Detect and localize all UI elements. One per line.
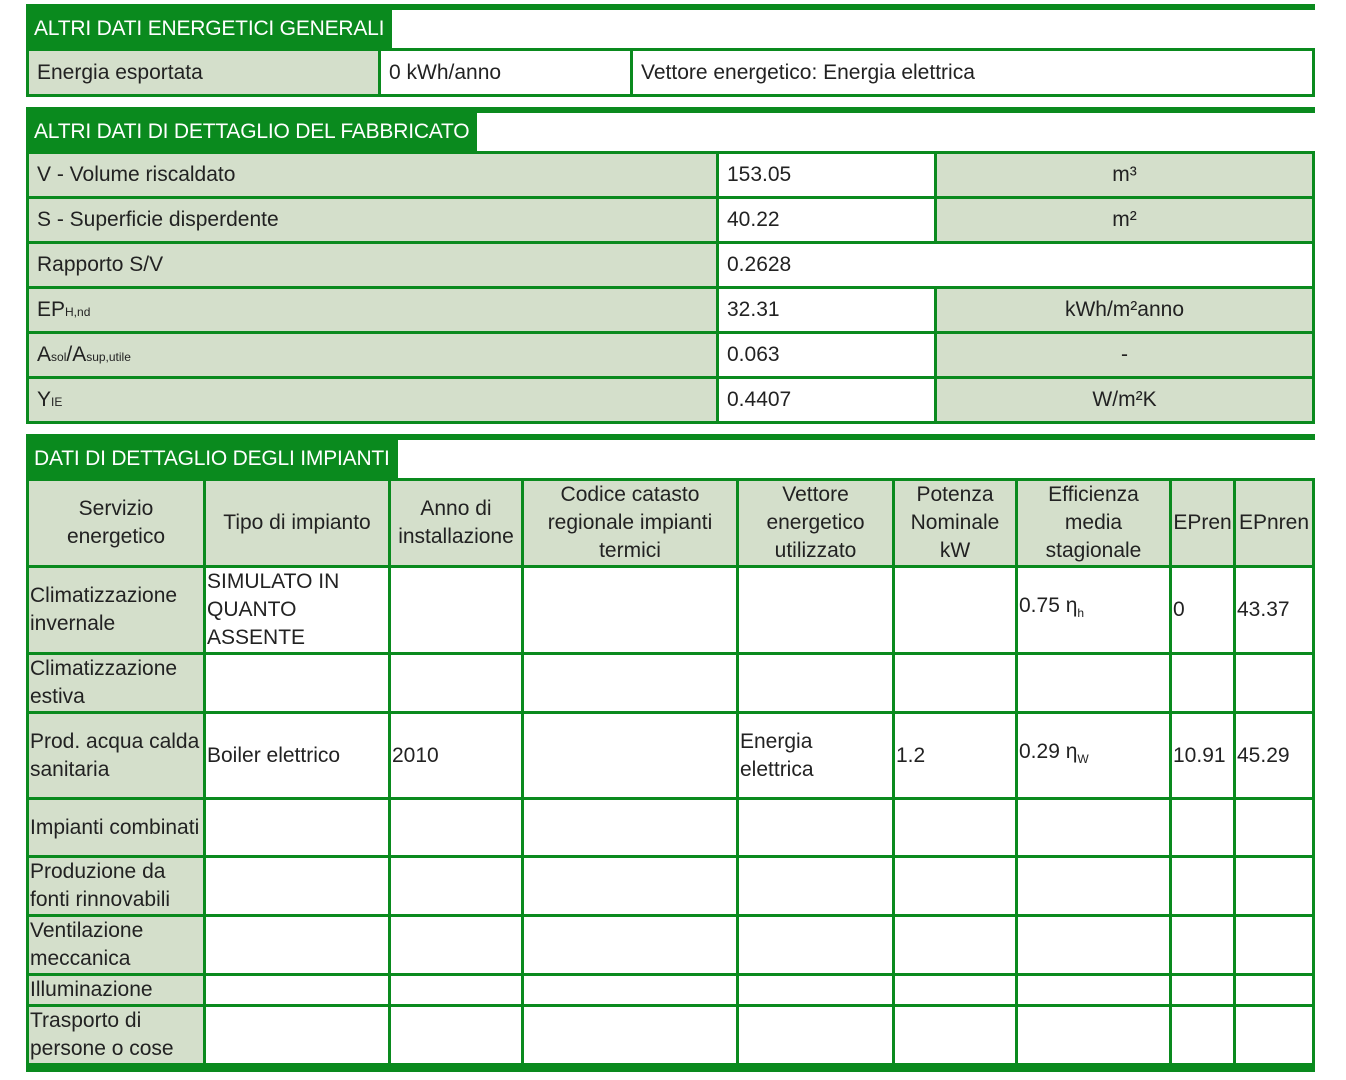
- col-power-header: Potenza Nominale kW: [894, 480, 1017, 567]
- plant-row: [28, 799, 1314, 857]
- col-efficiency-header: Efficienza media stagionale: [1017, 480, 1171, 567]
- plant-type-cell: Boiler elettrico: [205, 713, 390, 799]
- exported-energy-value: 0 kWh/anno: [380, 50, 632, 96]
- plant-service-cell: Climatizzazione estiva: [28, 654, 205, 713]
- plant-year-cell: [390, 916, 523, 975]
- plant-power-cell: [894, 1006, 1017, 1065]
- plant-epnren-cell: 45.29: [1235, 713, 1314, 799]
- plant-service-cell: Impianti combinati: [28, 799, 205, 857]
- plant-type-cell: [205, 857, 390, 916]
- building-row: [28, 198, 1314, 243]
- col-service-header: Servizio energetico: [28, 480, 205, 567]
- plant-carrier-cell: [738, 975, 894, 1006]
- sv-ratio-value: 0.2628: [718, 243, 1314, 288]
- plant-type-cell: [205, 975, 390, 1006]
- plant-year-cell: [390, 857, 523, 916]
- col-carrier-header: Vettore energetico utilizzato: [738, 480, 894, 567]
- plant-epren-cell: [1171, 1006, 1235, 1065]
- energy-carrier-text: Vettore energetico: Energia elettrica: [632, 50, 1314, 96]
- ephnd-unit: kWh/m²anno: [936, 288, 1314, 333]
- section-general-title: ALTRI DATI ENERGETICI GENERALI: [26, 10, 392, 48]
- plant-power-cell: [894, 799, 1017, 857]
- plant-row: [28, 713, 1314, 799]
- plant-power-cell: [894, 654, 1017, 713]
- plant-row: [28, 654, 1314, 713]
- col-code-header: Codice catasto regionale impianti termici: [523, 480, 738, 567]
- plant-type-cell: [205, 799, 390, 857]
- plant-epren-cell: [1171, 654, 1235, 713]
- plant-carrier-cell: [738, 567, 894, 654]
- plant-row: [28, 916, 1314, 975]
- plants-header-row: [28, 480, 1314, 567]
- plant-eff-cell: [1017, 857, 1171, 916]
- building-data-table: [26, 151, 1315, 424]
- plant-epnren-cell: [1235, 799, 1314, 857]
- yie-value: 0.4407: [718, 378, 936, 423]
- col-year-header: Anno di installazione: [390, 480, 523, 567]
- plant-code-cell: [523, 916, 738, 975]
- plant-code-cell: [523, 975, 738, 1006]
- plant-code-cell: [523, 1006, 738, 1065]
- plant-service-cell: Trasporto di persone o cose: [28, 1006, 205, 1065]
- plant-row: [28, 975, 1314, 1006]
- volume-unit: m³: [936, 153, 1314, 198]
- plant-carrier-cell: [738, 916, 894, 975]
- col-epnren-header: EPnren: [1235, 480, 1314, 567]
- plant-type-cell: [205, 1006, 390, 1065]
- surface-unit: m²: [936, 198, 1314, 243]
- volume-value: 153.05: [718, 153, 936, 198]
- plant-row: [28, 1006, 1314, 1065]
- energy-certificate-page: [26, 4, 1315, 1072]
- col-type-header: Tipo di impianto: [205, 480, 390, 567]
- bottom-rule: [26, 1066, 1315, 1072]
- sv-ratio-label: Rapporto S/V: [28, 243, 718, 288]
- plant-carrier-cell: [738, 857, 894, 916]
- plant-eff-cell: [1017, 799, 1171, 857]
- plant-power-cell: [894, 975, 1017, 1006]
- plant-epren-cell: 0: [1171, 567, 1235, 654]
- plant-carrier-cell: [738, 799, 894, 857]
- plant-year-cell: 2010: [390, 713, 523, 799]
- plant-eff-cell: [1017, 916, 1171, 975]
- yie-label: YIE: [28, 378, 718, 423]
- plant-service-cell: Illuminazione: [28, 975, 205, 1006]
- plant-epren-cell: 10.91: [1171, 713, 1235, 799]
- plant-service-cell: Climatizzazione invernale: [28, 567, 205, 654]
- building-row: [28, 333, 1314, 378]
- section-general-header: [26, 4, 1315, 48]
- plant-power-cell: [894, 567, 1017, 654]
- ephnd-value: 32.31: [718, 288, 936, 333]
- plant-epren-cell: [1171, 975, 1235, 1006]
- plant-year-cell: [390, 654, 523, 713]
- plant-year-cell: [390, 975, 523, 1006]
- plant-service-cell: Produzione da fonti rinnovabili: [28, 857, 205, 916]
- surface-label: S - Superficie disperdente: [28, 198, 718, 243]
- plant-epnren-cell: [1235, 1006, 1314, 1065]
- asol-label: Asol/Asup,utile: [28, 333, 718, 378]
- plant-power-cell: 1.2: [894, 713, 1017, 799]
- col-epren-header: EPren: [1171, 480, 1235, 567]
- plant-type-cell: SIMULATO IN QUANTO ASSENTE: [205, 567, 390, 654]
- plant-eff-cell: [1017, 1006, 1171, 1065]
- plant-eff-cell: 0.75 $\eta_h$: [1017, 567, 1171, 654]
- plant-carrier-cell: Energia elettrica: [738, 713, 894, 799]
- plant-year-cell: [390, 799, 523, 857]
- building-row: [28, 153, 1314, 198]
- plant-code-cell: [523, 799, 738, 857]
- plant-epnren-cell: 43.37: [1235, 567, 1314, 654]
- surface-value: 40.22: [718, 198, 936, 243]
- plant-eff-cell: [1017, 654, 1171, 713]
- plant-epren-cell: [1171, 916, 1235, 975]
- plant-epnren-cell: [1235, 857, 1314, 916]
- volume-label: V - Volume riscaldato: [28, 153, 718, 198]
- section-plants-header: [26, 434, 1315, 478]
- plant-epnren-cell: [1235, 916, 1314, 975]
- building-row: [28, 288, 1314, 333]
- asol-unit: -: [936, 333, 1314, 378]
- plant-code-cell: [523, 654, 738, 713]
- plant-power-cell: [894, 857, 1017, 916]
- building-row: [28, 243, 1314, 288]
- plant-epnren-cell: [1235, 975, 1314, 1006]
- section-building-header: [26, 107, 1315, 151]
- ephnd-label: EPH,nd: [28, 288, 718, 333]
- plant-epnren-cell: [1235, 654, 1314, 713]
- plant-code-cell: [523, 713, 738, 799]
- section-plants-title: DATI DI DETTAGLIO DEGLI IMPIANTI: [26, 440, 398, 478]
- yie-unit: W/m²K: [936, 378, 1314, 423]
- plants-table: [26, 478, 1315, 1066]
- plant-service-cell: Ventilazione meccanica: [28, 916, 205, 975]
- exported-energy-label: Energia esportata: [28, 50, 380, 96]
- plant-eff-cell: 0.29 $\eta_W$: [1017, 713, 1171, 799]
- plant-year-cell: [390, 1006, 523, 1065]
- plant-epren-cell: [1171, 857, 1235, 916]
- asol-value: 0.063: [718, 333, 936, 378]
- plant-eff-cell: [1017, 975, 1171, 1006]
- plant-type-cell: [205, 654, 390, 713]
- plant-year-cell: [390, 567, 523, 654]
- section-building-title: ALTRI DATI DI DETTAGLIO DEL FABBRICATO: [26, 113, 477, 151]
- plant-service-cell: Prod. acqua calda sanitaria: [28, 713, 205, 799]
- plant-row: [28, 567, 1314, 654]
- plant-carrier-cell: [738, 1006, 894, 1065]
- plant-type-cell: [205, 916, 390, 975]
- plant-power-cell: [894, 916, 1017, 975]
- plant-row: [28, 857, 1314, 916]
- general-data-table: [26, 48, 1315, 97]
- building-row: [28, 378, 1314, 423]
- plant-carrier-cell: [738, 654, 894, 713]
- plant-code-cell: [523, 567, 738, 654]
- plant-epren-cell: [1171, 799, 1235, 857]
- plant-code-cell: [523, 857, 738, 916]
